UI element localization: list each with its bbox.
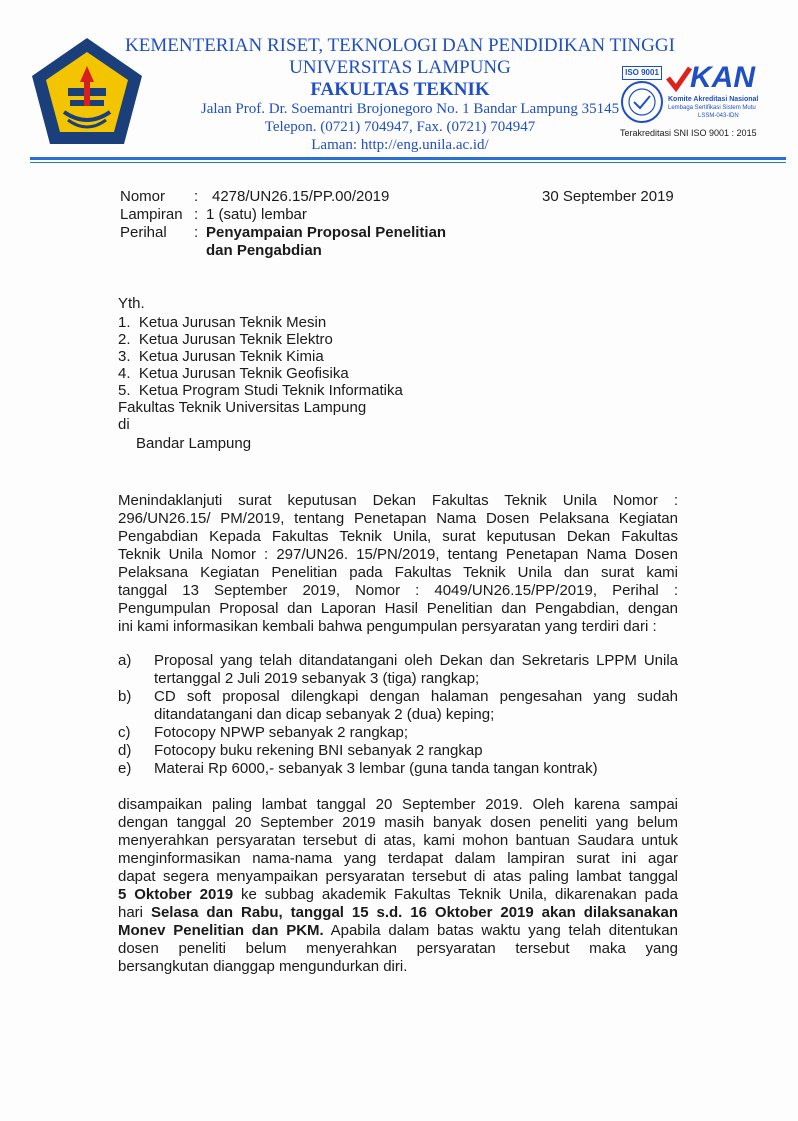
paragraph-closing: [118, 796, 678, 976]
paragraph-fragment: hari: [118, 904, 151, 921]
salutation: Yth.: [118, 295, 145, 312]
list-item: [118, 724, 680, 742]
perihal-colon: :: [194, 224, 199, 241]
list-item-label: c): [118, 724, 131, 741]
nomor-value: 4278/UN26.15/PP.00/2019: [212, 188, 390, 205]
list-item-label: b): [118, 688, 132, 705]
paragraph-line: tanggal 13 September 2019, Nomor : 4049/UN26.15/PP/2019, Perihal :: [118, 582, 678, 599]
kan-check-icon: [666, 66, 692, 92]
list-item: [118, 760, 680, 778]
recipient-item: 3. Ketua Jurusan Teknik Kimia: [118, 348, 324, 365]
header-faculty: FAKULTAS TEKNIK: [310, 79, 490, 100]
paragraph-line: [118, 904, 678, 922]
header-rule-thin: [30, 162, 786, 163]
paragraph-line: dapat segera menyampaikan persyaratan tersebut di atas paling lambat tanggal: [118, 868, 678, 885]
recipient-city: Bandar Lampung: [136, 435, 252, 452]
list-item-text: CD soft proposal dilengkapi dengan halaman pengesahan yang sudah: [154, 688, 678, 705]
perihal-value-2: dan Pengabdian: [206, 242, 322, 259]
list-item: [118, 688, 680, 724]
perihal-label: Perihal: [120, 224, 167, 241]
paragraph-line: Teknik Unila Nomor : 297/UN26. 15/PN/2019, tentang Penetapan Nama Dosen: [118, 546, 678, 563]
list-item-text: Proposal yang telah ditandatangani oleh Dekan dan Sekretaris LPPM Unila: [154, 652, 678, 669]
monev-title: Monev Penelitian dan PKM.: [118, 922, 324, 939]
paragraph-line: Pelaksana Kegiatan Penelitian pada Fakultas Teknik Unila dan surat kami: [118, 564, 678, 581]
header-phone: Telepon. (0721) 704947, Fax. (0721) 704947: [264, 119, 536, 135]
requirements-list: [118, 652, 680, 778]
perihal-value-1: Penyampaian Proposal Penelitian: [206, 224, 447, 241]
paragraph-line: bersangkutan dianggap mengundurkan diri.: [118, 958, 408, 975]
list-item: [118, 652, 680, 688]
list-item-text: Fotocopy NPWP sebanyak 2 rangkap;: [154, 724, 409, 741]
paragraph-fragment: Apabila dalam batas waktu yang telah ditentukan: [323, 922, 678, 939]
paragraph-line: dengan tanggal 20 September 2019 masih banyak dosen peneliti yang belum: [118, 814, 678, 831]
accreditation-text: Terakreditasi SNI ISO 9001 : 2015: [620, 128, 757, 138]
list-item-text: Fotocopy buku rekening BNI sebanyak 2 rangkap: [154, 742, 483, 759]
iso-badge: ISO 9001: [622, 66, 662, 80]
deadline-date: 5 Oktober 2019: [118, 886, 234, 903]
kan-logo-text: KAN: [690, 61, 755, 94]
list-item-label: e): [118, 760, 132, 777]
monev-schedule: Selasa dan Rabu, tanggal 15 s.d. 16 Oktober 2019 akan dilaksanakan: [150, 904, 678, 921]
recipient-item: 5. Ketua Program Studi Teknik Informatika: [118, 382, 403, 399]
paragraph-line: menyerahkan persyaratan tersebut di atas, kami mohon bantuan Saudara untuk: [118, 832, 678, 849]
lampiran-value: 1 (satu) lembar: [206, 206, 307, 223]
nomor-label: Nomor: [120, 188, 166, 205]
kan-subtitle-3: LSSM-043-IDN: [698, 113, 739, 119]
letter-meta: [120, 188, 690, 268]
paragraph-line: Pengumpulan Proposal dan Laporan Hasil Penelitian dan Pengabdian, dengan: [118, 600, 678, 617]
list-item-text: Materai Rp 6000,- sebanyak 3 lembar (guna tanda tangan kontrak): [154, 760, 598, 777]
paragraph-line: disampaikan paling lambat tanggal 20 September 2019. Oleh karena sampai: [118, 796, 678, 813]
kan-subtitle-1: Komite Akreditasi Nasional: [668, 96, 759, 103]
lampiran-colon: :: [194, 206, 199, 223]
kan-subtitle-2: Lembaga Sertifikasi Sistem Mutu: [668, 105, 756, 111]
paragraph-line: menginformasikan nama-nama yang terdapat dalam lampiran surat ini agar: [118, 850, 678, 867]
lampiran-label: Lampiran: [120, 206, 183, 223]
list-item-text-cont: tertanggal 2 Juli 2019 sebanyak 3 (tiga) rangkap;: [154, 670, 480, 687]
certification-block: [618, 61, 788, 144]
letterhead: [0, 0, 798, 165]
letter-date: 30 September 2019: [542, 188, 674, 205]
header-university: UNIVERSITAS LAMPUNG: [289, 57, 511, 78]
iso-seal-icon: [620, 80, 664, 124]
recipient-item: 2. Ketua Jurusan Teknik Elektro: [118, 331, 333, 348]
paragraph-line: [118, 886, 678, 904]
paragraph-line: ini kami informasikan kembali bahwa pengumpulan persyaratan yang terdiri dari :: [118, 618, 657, 635]
header-rule: [30, 157, 786, 160]
list-item-label: a): [118, 652, 132, 669]
nomor-colon: :: [194, 188, 199, 205]
list-item: [118, 742, 680, 760]
paragraph-line: [118, 922, 678, 940]
list-item-text-cont: ditandatangani dan dicap sebanyak 2 (dua) keping;: [154, 706, 495, 723]
header-address: Jalan Prof. Dr. Soemantri Brojonegoro No. 1 Bandar Lampung 35145: [200, 101, 620, 117]
paragraph-intro: [118, 492, 678, 636]
header-ministry: KEMENTERIAN RISET, TEKNOLOGI DAN PENDIDIKAN TINGGI: [125, 35, 675, 56]
paragraph-line: Menindaklanjuti surat keputusan Dekan Fakultas Teknik Unila Nomor :: [118, 492, 678, 509]
paragraph-line: 296/UN26.15/ PM/2019, tentang Penetapan Nama Dosen Pelaksana Kegiatan: [118, 510, 678, 527]
paragraph-line: dosen peneliti belum menyerahkan persyaratan tersebut maka yang: [118, 940, 678, 957]
recipient-item: 4. Ketua Jurusan Teknik Geofisika: [118, 365, 349, 382]
header-website: Laman: http://eng.unila.ac.id/: [311, 137, 489, 153]
paragraph-line: Pengabdian Kepada Fakultas Teknik Unila, surat keputusan Dekan Fakultas: [118, 528, 678, 545]
recipients: [118, 295, 518, 453]
list-item-label: d): [118, 742, 132, 759]
paragraph-fragment: ke subbag akademik Fakultas Teknik Unila, dikarenakan pada: [233, 886, 679, 903]
recipient-faculty: Fakultas Teknik Universitas Lampung: [118, 399, 367, 416]
recipient-di: di: [118, 416, 130, 433]
recipient-item: 1. Ketua Jurusan Teknik Mesin: [118, 314, 327, 331]
